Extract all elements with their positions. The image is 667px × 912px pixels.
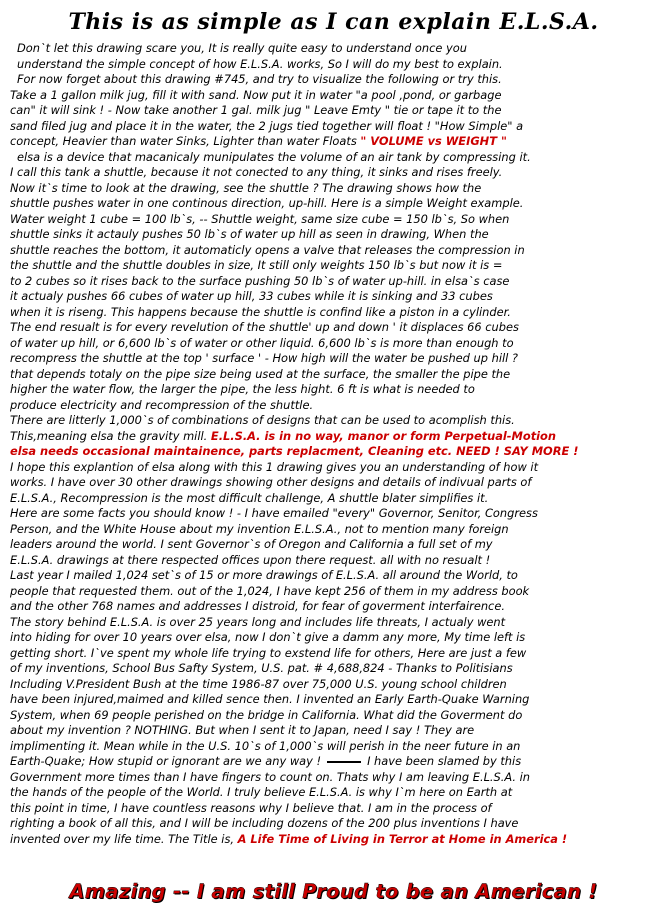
line-text: and the other 768 names and addresses I distroid, for fear of goverment interfairence.	[10, 599, 505, 613]
line-text: the hands of the people of the World. I truly believe E.L.S.A. is why I`m here on Earth at	[10, 785, 513, 799]
line-text: when it is riseng. This happens because the shuttle is confind like a piston in a cylinder.	[10, 304, 511, 319]
text-line	[10, 429, 662, 445]
line-text: the shuttle and the shuttle doubles in size, It still only weights 150 lb`s but now it is =	[10, 258, 503, 272]
text-line	[10, 165, 662, 181]
line-text: invented over my life time. The Title is,	[10, 831, 235, 846]
text-line	[10, 57, 662, 73]
text-line	[10, 336, 662, 352]
line-text: The end resualt is for every revelution of the shuttle' up and down ' it displaces 66 cubes	[10, 320, 519, 334]
line-text: I hope this explantion of elsa along with this 1 drawing gives you an understanding of how it	[10, 459, 539, 474]
text-line	[10, 553, 662, 569]
line-text: higher the water flow, the larger the pipe, the less hight. 6 ft is what is needed to	[10, 382, 475, 396]
line-text: Last year I mailed 1,024 set`s of 15 or more drawings of E.L.S.A. all around the World, to	[10, 568, 518, 582]
text-line	[10, 320, 662, 336]
line-text: Government more times than I have fingers to count on. Thats why I am leaving E.L.S.A. in	[10, 769, 531, 784]
text-line	[10, 382, 662, 398]
text-line	[10, 150, 662, 166]
line-text: The story behind E.L.S.A. is over 25 years long and includes life threats, I actualy went	[10, 614, 506, 629]
text-line	[10, 785, 662, 801]
text-line	[10, 258, 662, 274]
line-text: this point in time, I have countless reasons why I believe that. I am in the process of	[10, 800, 492, 815]
text-line	[10, 739, 662, 755]
highlight-text: A Life Time of Living in Terror at Home in America !	[237, 831, 568, 846]
text-line	[10, 723, 662, 739]
line-text: E.L.S.A. drawings at there respected offices upon there request. all with no resualt !	[10, 552, 491, 567]
line-text: sand filed jug and place it in the water, the 2 jugs tied together will float ! "How Simple" a	[10, 118, 524, 133]
text-line	[10, 413, 662, 429]
line-text: understand the simple concept of how E.L.S.A. works, So I will do my best to explain.	[17, 56, 503, 71]
line-text: about my invention ? NOTHING. But when I sent it to Japan, need I say ! They are	[10, 723, 475, 737]
line-text: of water up hill, or 6,600 lb`s of water or other liquid. 6,600 lb`s is more than enough to	[10, 335, 514, 350]
text-line	[10, 103, 662, 119]
line-text: Water weight 1 cube = 100 lb`s, -- Shuttle weight, same size cube = 150 lb`s, So when	[10, 211, 510, 226]
document-body	[10, 41, 662, 847]
text-line	[10, 615, 662, 631]
text-line	[10, 351, 662, 367]
highlight-text: elsa needs occasional maintainence, parts replacment, Cleaning etc. NEED ! SAY MORE !	[10, 444, 579, 458]
text-line	[10, 134, 662, 150]
line-text: into hiding for over 10 years over elsa, now I don`t give a damm any more, My time left is	[10, 630, 526, 644]
text-line	[10, 646, 662, 662]
text-line	[10, 677, 662, 693]
line-text: righting a book of all this, and I will be including dozens of the 200 plus inventions I have	[10, 816, 519, 830]
text-line	[10, 305, 662, 321]
text-line	[10, 289, 662, 305]
text-line	[10, 196, 662, 212]
line-text: This,meaning elsa the gravity mill.	[10, 428, 208, 443]
line-text: E.L.S.A., Recompression is the most difficult challenge, A shuttle blater simplifies it.	[10, 490, 489, 505]
text-line	[10, 460, 662, 476]
text-line	[10, 243, 662, 259]
line-text-continued: I have been slamed by this	[367, 754, 522, 768]
line-text: Take a 1 gallon milk jug, fill it with sand. Now put it in water "a pool ,pond, or garbage	[10, 87, 502, 102]
text-line	[10, 832, 662, 848]
text-line	[10, 770, 662, 786]
line-text: leaders around the world. I sent Governor`s of Oregon and California a full set of my	[10, 537, 493, 551]
line-text: Now it`s time to look at the drawing, see the shuttle ? The drawing shows how the	[10, 180, 482, 195]
text-line	[10, 754, 662, 770]
text-line	[10, 41, 662, 57]
line-text: have been injured,maimed and killed sence then. I invented an Early Earth-Quake Warning	[10, 692, 530, 706]
text-line	[10, 181, 662, 197]
highlight-text: E.L.S.A. is in no way, manor or form Perpetual-Motion	[210, 428, 556, 443]
line-text: System, when 69 people perished on the bridge in California. What did the Goverment do	[10, 707, 523, 722]
line-text: it actualy pushes 66 cubes of water up hill, 33 cubes while it is sinking and 33 cubes	[10, 289, 493, 303]
line-text: Earth-Quake; How stupid or ignorant are we any way !	[10, 754, 322, 768]
text-line	[10, 274, 662, 290]
text-line	[10, 475, 662, 491]
line-text: implimenting it. Mean while in the U.S. 10`s of 1,000`s will perish in the neer future in an	[10, 738, 521, 753]
line-text: elsa is a device that macanicaly munipulates the volume of an air tank by compressing it.	[17, 149, 531, 164]
line-text: For now forget about this drawing #745, and try to visualize the following or try this.	[17, 72, 502, 86]
text-line	[10, 537, 662, 553]
line-text: recompress the shuttle at the top ' surface ' - How high will the water be pushed up hill ?	[10, 351, 518, 365]
text-line	[10, 88, 662, 104]
line-text: getting short. I`ve spent my whole life trying to exstend life for others, Here are just a few	[10, 645, 527, 660]
text-line	[10, 522, 662, 538]
text-line	[10, 708, 662, 724]
line-text: produce electricity and recompression of the shuttle.	[10, 397, 314, 412]
text-line	[10, 630, 662, 646]
text-line	[10, 72, 662, 88]
line-text: Here are some facts you should know ! - I have emailed "every" Governor, Senitor, Congress	[10, 506, 538, 520]
line-text: Person, and the White House about my invention E.L.S.A., not to mention many foreign	[10, 521, 509, 536]
document-title: This is as simple as I can explain E.L.S.A.	[68, 9, 599, 35]
line-text: of my inventions, School Bus Safty System, U.S. pat. # 4,688,824 - Thanks to Politisians	[10, 661, 513, 675]
text-line	[10, 398, 662, 414]
footer-slogan: Amazing -- I am still Proud to be an American !	[69, 880, 598, 903]
line-text: can" it will sink ! - Now take another 1 gal. milk jug " Leave Emty " tie or tape it to the	[10, 103, 502, 117]
line-text: I call this tank a shuttle, because it not conected to any thing, it sinks and rises freely.	[10, 165, 503, 179]
line-text: people that requested them. out of the 1,024, I have kept 256 of them in my address book	[10, 583, 530, 598]
text-line	[10, 444, 662, 460]
line-text: to 2 cubes so it rises back to the surface pushing 50 lb`s of water up-hill. in elsa`s case	[10, 273, 510, 288]
text-line	[10, 568, 662, 584]
line-text: shuttle reaches the bottom, it automaticly opens a valve that releases the compression in	[10, 242, 525, 257]
text-line	[10, 584, 662, 600]
line-text: There are litterly 1,000`s of combinations of designs that can be used to acomplish this.	[10, 413, 515, 427]
text-line	[10, 506, 662, 522]
text-line	[10, 119, 662, 135]
line-text: Don`t let this drawing scare you, It is really quite easy to understand once you	[17, 41, 467, 55]
text-line	[10, 816, 662, 832]
line-text: shuttle pushes water in one continous direction, up-hill. Here is a simple Weight example.	[10, 196, 524, 210]
highlight-text: " VOLUME vs WEIGHT "	[360, 134, 507, 148]
line-text: that depends totaly on the pipe size being used at the surface, the smaller the pipe the	[10, 366, 511, 381]
line-text: Including V.President Bush at the time 1986-87 over 75,000 U.S. young school children	[10, 676, 507, 691]
text-line	[10, 801, 662, 817]
line-text: shuttle sinks it actauly pushes 50 lb`s of water up hill as seen in drawing, When the	[10, 227, 489, 241]
line-text: concept, Heavier than water Sinks, Lighter than water Floats	[10, 134, 357, 148]
text-line	[10, 661, 662, 677]
text-line	[10, 212, 662, 228]
text-line	[10, 491, 662, 507]
text-line	[10, 367, 662, 383]
line-text: works. I have over 30 other drawings showing other designs and details of indivual parts of	[10, 475, 532, 489]
text-line	[10, 599, 662, 615]
text-line	[10, 227, 662, 243]
dash-rule	[327, 761, 361, 763]
text-line	[10, 692, 662, 708]
